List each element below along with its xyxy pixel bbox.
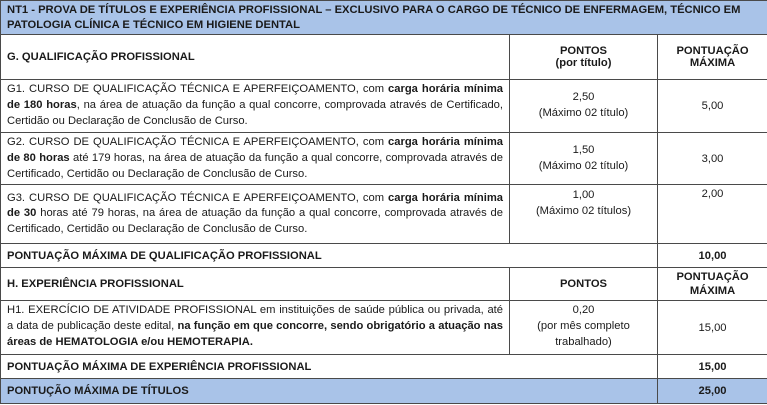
- item-description: [1, 301, 510, 355]
- pontos-column-header: [510, 35, 658, 80]
- grand-total-label: PONTUÇÃO MÁXIMA DE TÍTULOS: [1, 379, 658, 404]
- pontos-header-label: PONTOS: [559, 45, 608, 57]
- points-note: (por mês completo trabalhado): [537, 320, 630, 348]
- item-max: 5,00: [658, 80, 767, 133]
- item-description: [1, 133, 510, 185]
- item-max: 3,00: [658, 133, 767, 185]
- item-description: [1, 185, 510, 244]
- item-points: [510, 80, 658, 133]
- description-text: G3. CURSO DE QUALIFICAÇÃO TÉCNICA E APERFEIÇOAMENTO, com: [7, 191, 389, 204]
- description-text: até 179 horas, na área de atuação da função a qual concorre, comprovada através de Certificado, Certidão ou Declaração de Conclusão de Curso.: [7, 151, 504, 180]
- description-emphasis: carga horária mínima de 30: [7, 191, 503, 220]
- table-row-g3: [1, 185, 767, 244]
- points-note: (Máximo 02 título): [538, 159, 629, 172]
- experiencia-total-value: 15,00: [658, 355, 767, 379]
- qualificacao-heading: G. QUALIFICAÇÃO PROFISSIONAL: [1, 35, 510, 80]
- item-points: [510, 301, 658, 355]
- experiencia-heading: H. EXPERIÊNCIA PROFISSIONAL: [1, 268, 510, 301]
- experiencia-header-row: [1, 268, 767, 301]
- max-column-header: PONTUAÇÃO MÁXIMA: [658, 35, 767, 80]
- pontos-column-header: PONTOS: [510, 268, 658, 301]
- qualificacao-total-label: PONTUAÇÃO MÁXIMA DE QUALIFICAÇÃO PROFISSIONAL: [1, 244, 658, 268]
- table-row-g2: [1, 133, 767, 185]
- description-text: , na área de atuação da função a qual concorre, comprovada através de Certificado, Certidão ou Declaração de Conclusão de Curso.: [7, 99, 503, 127]
- description-emphasis: carga horária mínima de 180 horas: [7, 83, 503, 112]
- description-emphasis: carga horária mínima de 80 horas: [7, 136, 503, 164]
- points-value: 1,50: [572, 143, 595, 156]
- points-note: (Máximo 02 títulos): [535, 205, 632, 218]
- qualificacao-total-row: [1, 244, 767, 268]
- item-max: 15,00: [658, 301, 767, 355]
- item-points: [510, 133, 658, 185]
- table-title-row: [1, 1, 767, 35]
- item-description: [1, 80, 510, 133]
- grand-total-row: [1, 379, 767, 404]
- description-text: H1. EXERCÍCIO DE ATIVIDADE PROFISSIONAL em instituições de saúde pública ou privada, até a data de publicação deste edital,: [7, 304, 503, 333]
- qualificacao-header-row: [1, 35, 767, 80]
- description-text: G2. CURSO DE QUALIFICAÇÃO TÉCNICA E APERFEIÇOAMENTO, com: [7, 136, 389, 148]
- points-note: (Máximo 02 título): [538, 107, 629, 119]
- experiencia-total-label: PONTUAÇÃO MÁXIMA DE EXPERIÊNCIA PROFISSIONAL: [1, 355, 658, 379]
- points-value: 2,50: [572, 91, 595, 104]
- table-title: NT1 - PROVA DE TÍTULOS E EXPERIÊNCIA PROFISSIONAL – EXCLUSIVO PARA O CARGO DE TÉCNICO DE ENFERMAGEM, TÉCNICO EM PATOLOGIA CLÍNICA E TÉCNICO EM HIGIENE DENTAL: [1, 1, 767, 35]
- pontos-header-sub: (por título): [555, 57, 612, 69]
- item-points: [510, 185, 658, 244]
- points-value: 0,20: [572, 304, 595, 317]
- points-value: 1,00: [572, 189, 595, 202]
- item-max: 2,00: [658, 185, 767, 244]
- table-row-g1: [1, 80, 767, 133]
- description-emphasis: na função em que concorre, sendo obrigatório a atuação nas áreas de HEMATOLOGIA e/ou HEMOTERAPIA.: [7, 320, 503, 348]
- table-row-h1: [1, 301, 767, 355]
- qualificacao-total-value: 10,00: [658, 244, 767, 268]
- description-text: horas até 79 horas, na área de atuação da função a qual concorre, comprovada através de Certificado, Certidão ou Declaração de Conclusão de Curso.: [7, 207, 503, 236]
- description-text: G1. CURSO DE QUALIFICAÇÃO TÉCNICA E APERFEIÇOAMENTO, com: [7, 83, 389, 96]
- max-column-header: PONTUAÇÃO MÁXIMA: [658, 268, 767, 301]
- grand-total-value: 25,00: [658, 379, 767, 404]
- experiencia-total-row: [1, 355, 767, 379]
